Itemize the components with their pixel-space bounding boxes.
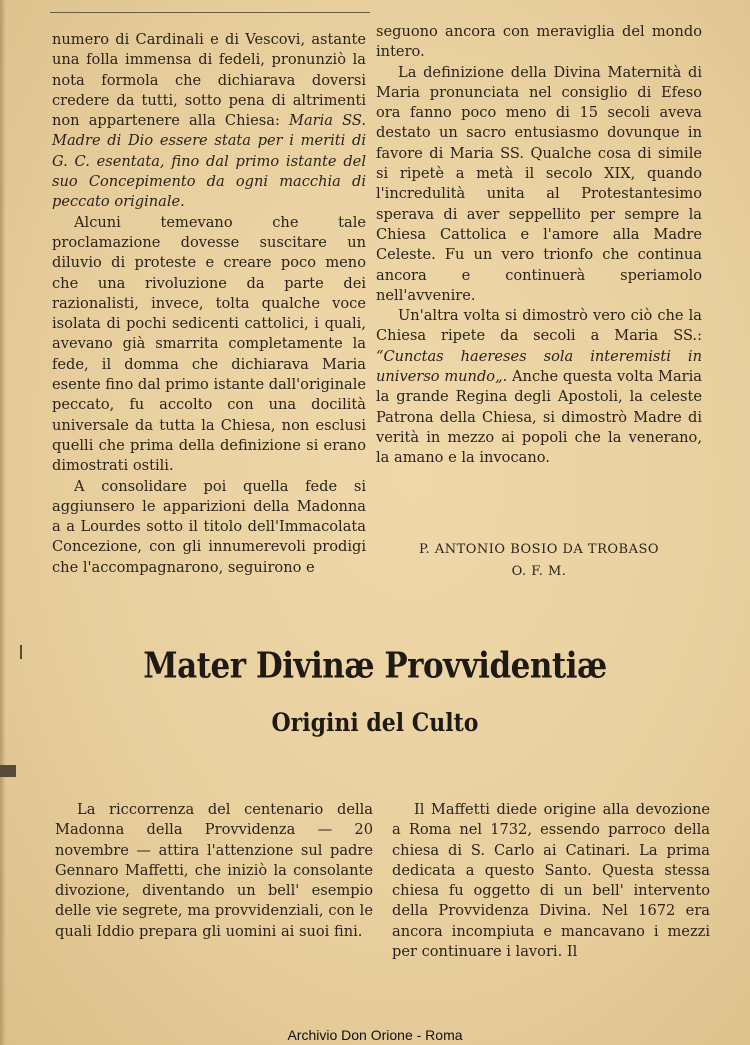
dogma-quote: Maria SS. Madre di Dio essere stata per i meriti di G. C. esentata, fino dal primo istante del suo Concepimento da ogni macchia di peccato originale. — [52, 112, 366, 211]
paragraph-continuation: seguono ancora con meraviglia del mondo intero. — [376, 23, 702, 61]
paragraph-maffetti: Il Maffetti diede origine alla devozione a Roma nel 1732, essendo parroco della chiesa di S. Carlo ai Catinari. La prima dedicata a questo Santo. Questa stessa chiesa fu oggetto di un bell' intervento della Provvidenza Divina. Nel 1672 era ancora incompiuta e mancavano i mezzi per continuare i lavori. Il — [392, 801, 710, 961]
paragraph-text: Un'altra volta si dimostrò vero ciò che la Chiesa ripete da secoli a Maria SS.: — [376, 307, 702, 345]
bottom-left-column — [55, 800, 373, 942]
paragraph-text: Anche questa volta Maria la grande Regina degli Apostoli, la celeste Patrona della Chiesa, si dimostrò Madre di verità in mezzo ai popoli che la venerano, la amano e la invocano. — [376, 368, 703, 467]
page-edge-shadow — [0, 0, 6, 1045]
author-order: O. F. M. — [511, 564, 567, 579]
top-rule — [50, 12, 370, 13]
paragraph-reaction: Alcuni temevano che tale proclamazione dovesse suscitare un diluvio di proteste e creare poco meno che una rivoluzione da parte dei razionalisti, invece, tolta qualche voce isolata di pochi sedicenti cattolici, i quali, avevano già smarrita completamente la fede, il domma che dichiarava Maria esente fino dal primo istante dall'originale peccato, fu accolto con una docilità universale da tutta la Chiesa, non esclusi quelli che prima della definizione si erano dimostrati ostili. — [52, 213, 366, 475]
latin-quote: “Cunctas haereses sola interemisti in universo mundo„. — [376, 347, 702, 386]
top-right-column — [376, 22, 702, 469]
archive-footer: Archivio Don Orione - Roma — [287, 1027, 463, 1043]
article-title: Mater Divinæ Provvidentiæ — [143, 645, 607, 687]
author-signature: P. ANTONIO BOSIO DA TROBASO — [418, 542, 660, 557]
paragraph-centenary: La riccorrenza del centenario della Madonna della Provvidenza — 20 novembre — attira l'attenzione sul padre Gennaro Maffetti, che iniziò la consolante divozione, diventando un bell' esempio delle vie segrete, ma provvidenziali, con le quali Iddio prepara gli uomini ai suoi fini. — [55, 801, 373, 940]
paragraph-ephesus: La definizione della Divina Maternità di Maria pronunciata nel consiglio di Efeso ora fanno poco meno di 15 secoli aveva destato un sacro entusiasmo dovunque in favore di Maria SS. Qualche cosa di simile si ripetè a metà il secolo XIX, quando l'incredulità unita al Protestantesimo sperava di aver seppellito per sempre la Chiesa Cattolica e l'amore alla Madre Celeste. Fu un vero trionfo che continua ancora e continuerà speriamolo nell'avvenire. — [376, 63, 702, 304]
article-subtitle: Origini del Culto — [271, 708, 479, 738]
paragraph-lourdes: A consolidare poi quella fede si aggiunsero le apparizioni della Madonna a a Lourdes sotto il titolo dell'Immacolata Concezione, con gli innumerevoli prodigi che l'accompagnarono, seguirono e — [52, 477, 366, 576]
binding-mark — [0, 765, 16, 777]
paragraph-dogma — [52, 30, 366, 213]
paragraph-heresies — [376, 306, 702, 468]
paragraph-text: numero di Cardinali e di Vescovi, astante una folla immensa di fedeli, pronunziò la nota formola che dichiarava doversi credere da tutti, sotto pena di altrimenti non appartenere alla Chiesa: — [52, 31, 366, 130]
top-left-column — [52, 30, 366, 578]
bottom-right-column — [392, 800, 710, 962]
